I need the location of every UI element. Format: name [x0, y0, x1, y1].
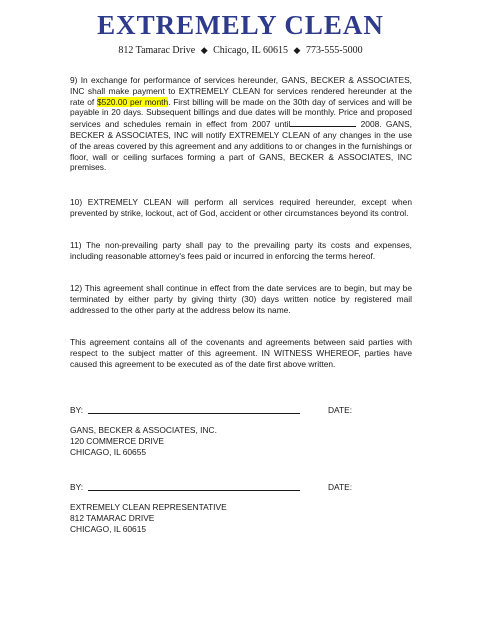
client-street: 120 COMMERCE DRIVE	[70, 435, 165, 446]
client-by-label: BY:	[70, 405, 84, 415]
clause-9-text-end: 2008. GANS, BECKER & ASSOCIATES, INC will notify EXTREMELY CLEAN of any changes in the use of the areas covered by this agreement and any additions to or changes in the furnishings or floor, wall or ceiling surfaces forming a part of GANS, BECKER & ASSOCIATES, INC premises.	[70, 119, 412, 173]
end-date-blank	[290, 118, 356, 127]
diamond-separator-icon: ◆	[293, 45, 301, 55]
company-city: Chicago, IL 60615	[213, 45, 289, 56]
provider-signature-field[interactable]	[88, 490, 300, 491]
provider-signature-line	[70, 482, 412, 494]
provider-date-label: DATE:	[328, 482, 353, 492]
provider-city: CHICAGO, IL 60615	[70, 523, 147, 534]
clause-9-text-start: 9) In exchange for performance of services hereunder, GANS, BECKER & ASSOCIATES, INC shall make payment to EXTREMELY CLEAN for services rendered hereunder at the rate of	[70, 75, 412, 107]
client-name: GANS, BECKER & ASSOCIATES, INC.	[70, 425, 217, 435]
clause-9-text-mid: . First billing will be made on the 30th day of services and will be payable in 20 days. Subsequent billings and due dates will be monthly. Price and proposed services and schedules remain in effect from 2007 until	[70, 96, 412, 130]
provider-street: 812 TAMARAC DRIVE	[70, 512, 155, 523]
company-address: 812 Tamarac Drive	[118, 45, 196, 56]
company-phone: 773-555-5000	[305, 45, 363, 56]
clause-12: 12) This agreement shall continue in effect from the date services are to begin, but may be terminated by either party by giving thirty (30) days written notice by registered mail addressed to the other party at the address below its name.	[70, 283, 412, 315]
company-title: EXTREMELY CLEAN	[97, 10, 384, 40]
company-contact-line	[0, 43, 481, 58]
closing-statement: This agreement contains all of the covenants and agreements between said parties with respect to the subject matter of this agreement. IN WITNESS WHEREOF, parties have caused this agreement to be executed as of the date first above written.	[70, 337, 412, 369]
provider-name: EXTREMELY CLEAN REPRESENTATIVE	[70, 502, 227, 512]
diamond-separator-icon: ◆	[200, 45, 208, 55]
client-signature-field[interactable]	[88, 413, 300, 414]
clause-9	[70, 75, 412, 173]
client-signature-line	[70, 405, 412, 417]
rate-highlight: $520.00 per month	[96, 96, 169, 107]
provider-address-block	[70, 502, 370, 534]
clause-10: 10) EXTREMELY CLEAN will perform all services required hereunder, except when prevented by strike, lockout, act of God, accident or other circumstances beyond its control.	[70, 197, 412, 218]
provider-by-label: BY:	[70, 482, 84, 492]
client-date-label: DATE:	[328, 405, 353, 415]
clause-11: 11) The non-prevailing party shall pay to the prevailing party its costs and expenses, including reasonable attorney's fees paid or incurred in enforcing the terms hereof.	[70, 240, 412, 261]
client-address-block	[70, 425, 370, 457]
client-city: CHICAGO, IL 60655	[70, 446, 147, 457]
